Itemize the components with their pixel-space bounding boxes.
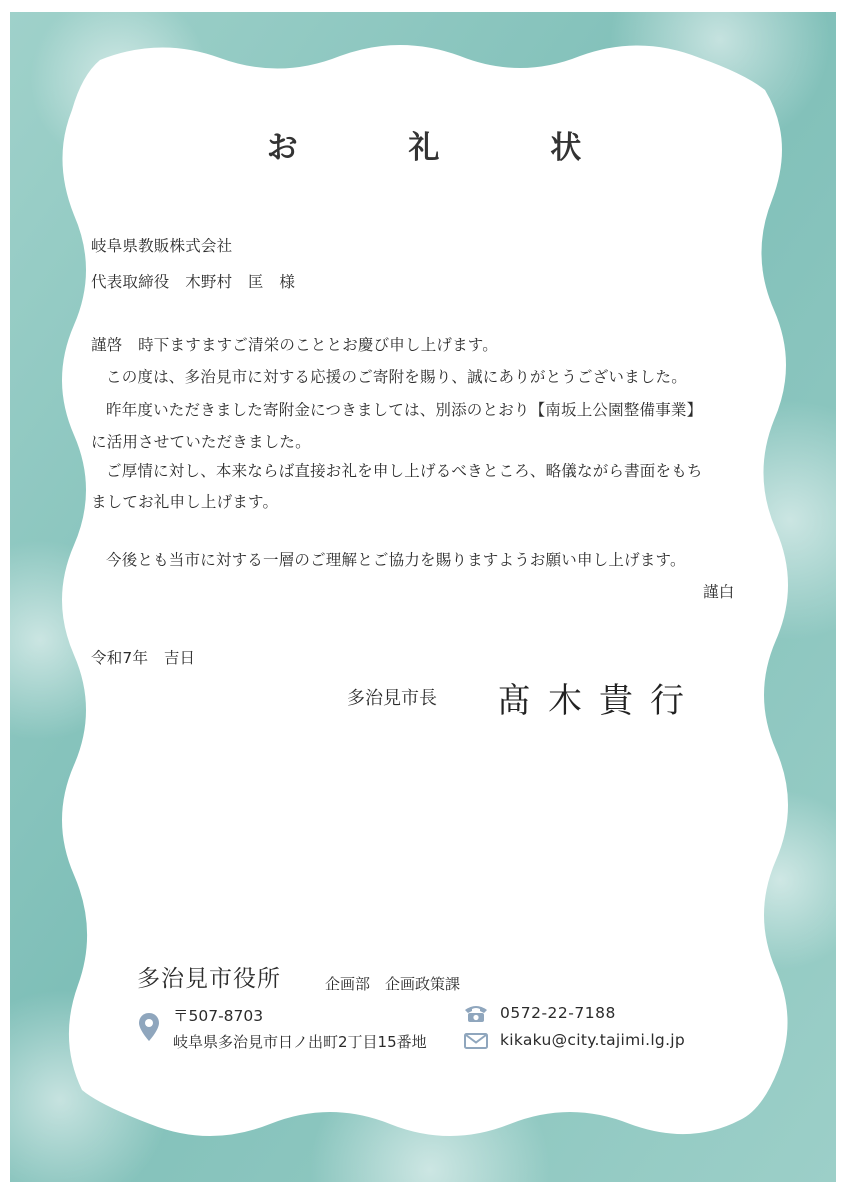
letter-paragraph: に活用させていただきました。 [91,433,311,451]
department-name: 企画部 企画政策課 [325,975,461,993]
signatory-name: 髙木貴行 [497,681,701,721]
recipient-company: 岐阜県教販株式会社 [91,237,233,255]
office-address: 岐阜県多治見市日ノ出町2丁目15番地 [173,1033,427,1051]
mail-icon [464,1033,488,1049]
signatory-title: 多治見市長 [347,688,437,709]
location-pin-icon [138,1012,160,1042]
letter-paragraph: 昨年度いただきました寄附金につきましては、別添のとおり【南坂上公園整備事業】 [106,401,703,419]
phone-number: 0572-22-7188 [500,1004,616,1022]
email-address: kikaku@city.tajimi.lg.jp [500,1031,686,1049]
letter-paragraph: ましてお礼申し上げます。 [91,493,279,511]
telephone-icon [463,1003,489,1023]
letter-paragraph: この度は、多治見市に対する応援のご寄附を賜り、誠にありがとうございました。 [106,368,687,386]
letter-title: お 礼 状 [266,130,632,166]
recipient-person: 代表取締役 木野村 匡 様 [91,273,296,291]
letter-paragraph: 謹啓 時下ますますご清栄のこととお慶び申し上げます。 [91,336,498,354]
letter-paragraph: ご厚情に対し、本来ならば直接お礼を申し上げるべきところ、略儀ながら書面をもち [106,462,703,480]
office-name: 多治見市役所 [137,966,281,992]
letter-paragraph: 今後とも当市に対する一層のご理解とご協力を賜りますようお願い申し上げます。 [106,551,686,569]
postal-code: 〒507-8703 [173,1007,264,1025]
closing-word: 謹白 [703,583,735,601]
letter-date: 令和7年 吉日 [91,649,196,667]
